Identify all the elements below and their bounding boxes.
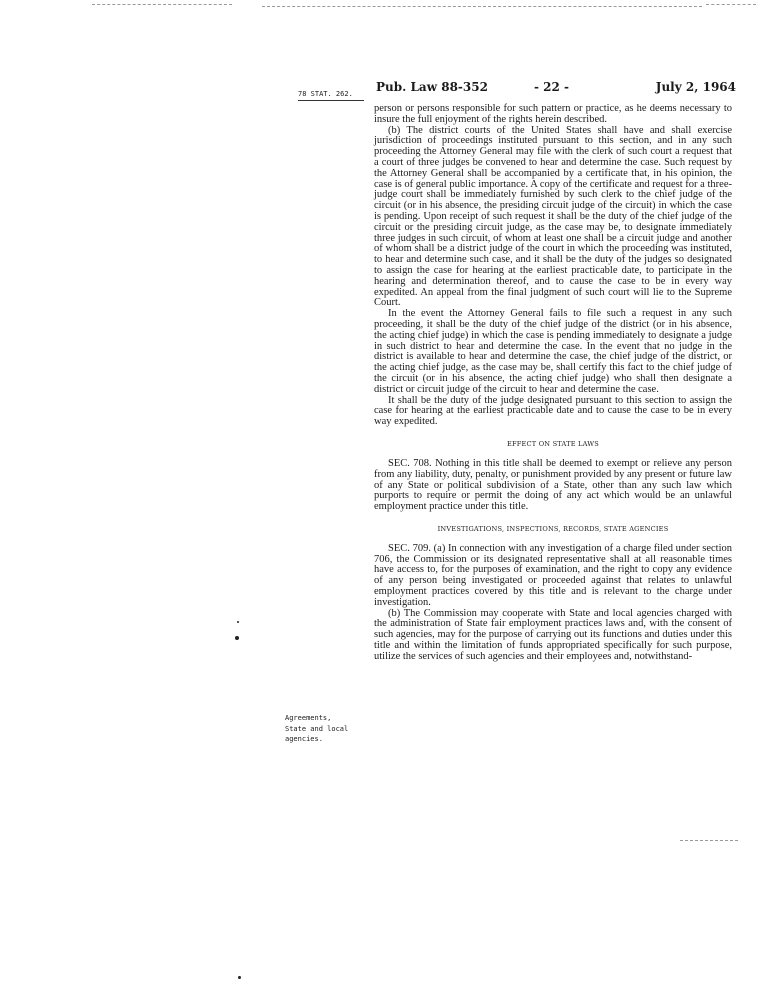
margin-note-line: State and local [285, 724, 349, 733]
punch-mark [237, 621, 239, 623]
paragraph-duty-of-judge: It shall be the duty of the judge designated pursuant to this section to assign the case for hearing at the earliest practicable date and to cause the case to be in every way expedited. [374, 394, 732, 428]
scan-artifact-top [262, 6, 702, 7]
enactment-date: July 2, 1964 [655, 80, 736, 94]
punch-mark [238, 976, 241, 979]
public-law-number: Pub. Law 88-352 [376, 80, 488, 94]
section-heading-investigations: INVESTIGATIONS, INSPECTIONS, RECORDS, STATE AGENCIES [437, 524, 669, 533]
section-heading-state-laws: EFFECT ON STATE LAWS [506, 439, 600, 448]
paragraph-district-courts: (b) The district courts of the United States shall have and shall exercise jurisdiction of proceedings instituted pursuant to this section, and in any such proceeding the Attorney General may file with the clerk of such court a request that a court of three judges be convened to hear and determine the case. Such request by the Attorney General shall be accompanied by a certificate that, in his opinion, the case is of general public importance. A copy of the certificate and request for a three-judge court shall be immediately furnished by such clerk to the chief judge of the circuit (or in his absence, the presiding circuit judge of the circuit) in which the case is pending. Upon receipt of such request it shall be the duty of the chief judge of the circuit or the presiding circuit judge, as the case may be, to designate immediately three judges in such circuit, of whom at least one shall be a circuit judge and another of whom shall be a district judge of the court in which the proceeding was instituted, to hear and determine such case, and it shall be the duty of the judges so designated to assign the case for hearing at the earliest practicable date, to participate in the hearing and determination thereof, and to cause the case to be in every way expedited. An appeal from the final judgment of such court will lie to the Supreme Court. [374, 124, 732, 309]
margin-note-line: agencies. [285, 735, 323, 743]
margin-note-line: Agreements, [285, 714, 332, 722]
scan-artifact-top-right [706, 4, 756, 5]
paragraph-continuation: person or persons responsible for such pattern or practice, as he deems necessary to insure the full enjoyment of the rights herein described. [374, 103, 732, 125]
statute-reference: 78 STAT. 262. [298, 90, 364, 101]
punch-mark [235, 636, 239, 640]
scan-artifact-top-left [92, 4, 232, 5]
paragraph-sec-708: SEC. 708. Nothing in this title shall be deemed to exempt or relieve any person from any liability, duty, penalty, or punishment provided by any present or future law of any State or political subdivision of a State, other than any such law which purports to require or permit the doing of any act which would be an unlawful employment practice under this title. [374, 457, 732, 513]
paragraph-sec-709-b: (b) The Commission may cooperate with State and local agencies charged with the administration of State fair employment practices laws and, with the consent of such agencies, may for the purpose of carrying out its functions and duties under this title and within the limitation of funds appropriated specifically for such purpose, utilize the services of such agencies and their employees and, notwithstand- [374, 607, 732, 662]
scan-artifact-bottom-right [680, 840, 738, 841]
page-header [376, 80, 736, 96]
page-number: - 22 - [534, 80, 570, 94]
paragraph-attorney-general: In the event the Attorney General fails to file such a request in any such proceeding, it shall be the duty of the chief judge of the district (or in his absence, the acting chief judge) in which the case is pending immediately to designate a judge in such district to hear and determine the case. In the event that no judge in the district is available to hear and determine the case, the chief judge of the district, or the acting chief judge, as the case may be, shall certify this fact to the chief judge of the circuit (or in his absence, the acting chief judge) who shall then designate a district or circuit judge of the circuit to hear and determine the case. [374, 308, 732, 395]
paragraph-sec-709-a: SEC. 709. (a) In connection with any investigation of a charge filed under section 706, the Commission or its designated representative shall at all reasonable times have access to, for the purposes of examination, and the right to copy any evidence of any person being investigated or proceeded against that relates to unlawful employment practices covered by this title and is relevant to the charge under investigation. [374, 542, 732, 608]
page-body [374, 104, 732, 663]
margin-note [285, 713, 367, 745]
